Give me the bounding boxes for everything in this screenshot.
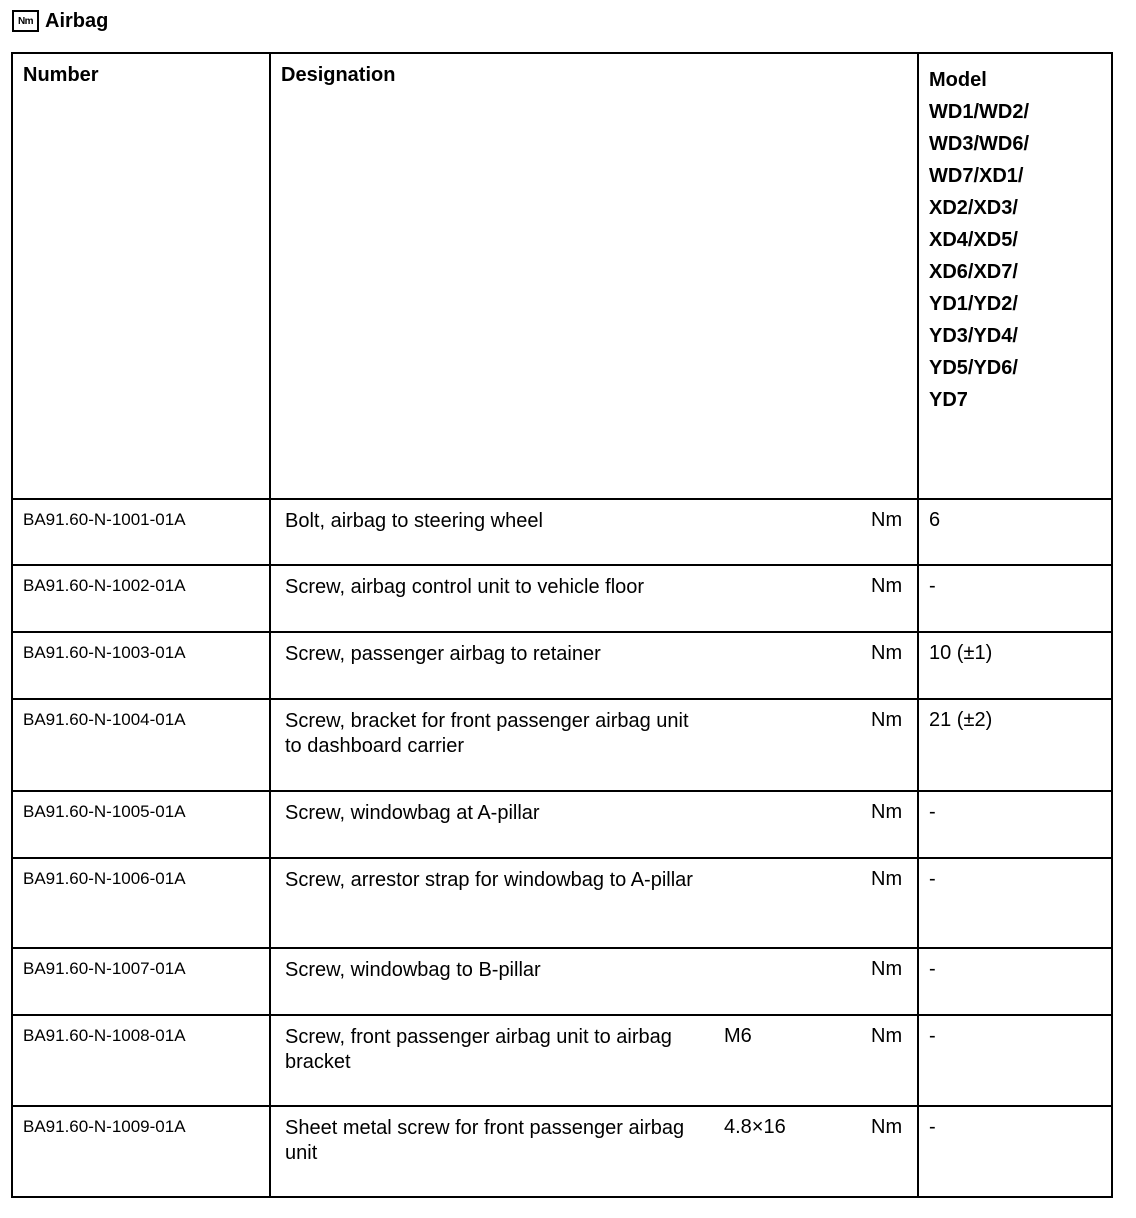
torque-nm-icon (12, 10, 39, 32)
header-model-cell (918, 53, 1112, 499)
torque-unit: Nm (871, 509, 903, 531)
torque-table (11, 52, 1113, 1198)
part-number: BA91.60-N-1009-01A (23, 1117, 186, 1136)
torque-unit: Nm (871, 642, 903, 664)
part-number: BA91.60-N-1008-01A (23, 1026, 186, 1045)
torque-value: - (929, 958, 936, 980)
thread-size: M6 (724, 1025, 752, 1047)
designation-cell (270, 1106, 918, 1197)
part-number: BA91.60-N-1004-01A (23, 710, 186, 729)
part-number: BA91.60-N-1007-01A (23, 959, 186, 978)
torque-unit: Nm (871, 1116, 903, 1138)
table-row (12, 858, 1112, 948)
part-number: BA91.60-N-1003-01A (23, 643, 186, 662)
part-number: BA91.60-N-1001-01A (23, 510, 186, 529)
torque-unit: Nm (871, 801, 903, 823)
table-row (12, 632, 1112, 699)
header-designation-cell (270, 53, 918, 499)
model-value-cell (918, 948, 1112, 1015)
designation-cell (270, 791, 918, 858)
torque-unit: Nm (871, 1025, 903, 1047)
torque-value: 6 (929, 509, 941, 531)
model-value-cell (918, 499, 1112, 565)
model-value-cell (918, 1106, 1112, 1197)
torque-value: 10 (±1) (929, 642, 993, 664)
designation-text: Screw, windowbag to B-pillar (285, 959, 541, 981)
designation-text: Screw, front passenger airbag unit to airbag bracket (285, 1026, 672, 1073)
designation-text: Bolt, airbag to steering wheel (285, 510, 543, 532)
header-designation: Designation (281, 64, 396, 86)
table-row (12, 1106, 1112, 1197)
torque-value: 21 (±2) (929, 709, 993, 731)
number-cell (12, 1015, 270, 1106)
designation-text: Screw, passenger airbag to retainer (285, 643, 601, 665)
designation-text: Screw, airbag control unit to vehicle floor (285, 576, 645, 598)
thread-size: 4.8×16 (724, 1116, 786, 1138)
model-line: XD6/XD7/ (929, 261, 1018, 283)
model-value-cell (918, 858, 1112, 948)
torque-value: - (929, 1025, 936, 1047)
torque-value: - (929, 801, 936, 823)
model-value-cell (918, 565, 1112, 632)
model-line: YD7 (929, 389, 968, 411)
designation-cell (270, 565, 918, 632)
table-header-row (12, 53, 1112, 499)
part-number: BA91.60-N-1006-01A (23, 869, 186, 888)
torque-value: - (929, 575, 936, 597)
model-line: XD2/XD3/ (929, 197, 1018, 219)
designation-cell (270, 1015, 918, 1106)
model-line: WD3/WD6/ (929, 133, 1029, 155)
model-line: XD4/XD5/ (929, 229, 1018, 251)
designation-cell (270, 499, 918, 565)
designation-cell (270, 699, 918, 791)
designation-cell (270, 632, 918, 699)
number-cell (12, 1106, 270, 1197)
header-number-cell (12, 53, 270, 499)
model-line: YD5/YD6/ (929, 357, 1018, 379)
number-cell (12, 632, 270, 699)
table-row (12, 1015, 1112, 1106)
torque-unit: Nm (871, 958, 903, 980)
torque-unit: Nm (871, 575, 903, 597)
table-row (12, 948, 1112, 1015)
model-line: WD7/XD1/ (929, 165, 1024, 187)
model-value-cell (918, 791, 1112, 858)
part-number: BA91.60-N-1005-01A (23, 802, 186, 821)
designation-cell (270, 948, 918, 1015)
model-value-cell (918, 1015, 1112, 1106)
number-cell (12, 948, 270, 1015)
header-number: Number (23, 64, 99, 86)
number-cell (12, 699, 270, 791)
torque-unit: Nm (871, 709, 903, 731)
table-row (12, 499, 1112, 565)
part-number: BA91.60-N-1002-01A (23, 576, 186, 595)
header-model-title: Model (929, 69, 987, 91)
model-line: WD1/WD2/ (929, 101, 1029, 123)
number-cell (12, 791, 270, 858)
table-row (12, 791, 1112, 858)
designation-text: Screw, windowbag at A-pillar (285, 802, 540, 824)
designation-cell (270, 858, 918, 948)
table-row (12, 565, 1112, 632)
section-title (12, 6, 108, 36)
model-line: YD3/YD4/ (929, 325, 1018, 347)
designation-text: Sheet metal screw for front passenger airbag unit (285, 1117, 685, 1164)
number-cell (12, 565, 270, 632)
model-value-cell (918, 699, 1112, 791)
torque-unit: Nm (871, 868, 903, 890)
header-model (919, 54, 1111, 416)
torque-value: - (929, 868, 936, 890)
number-cell (12, 858, 270, 948)
model-value-cell (918, 632, 1112, 699)
torque-value: - (929, 1116, 936, 1138)
table-row (12, 699, 1112, 791)
section-title-text: Airbag (45, 9, 109, 32)
torque-icon-label: Nm (17, 15, 34, 27)
designation-text: Screw, arrestor strap for windowbag to A-pillar (285, 869, 693, 891)
number-cell (12, 499, 270, 565)
designation-text: Screw, bracket for front passenger airbag unit to dashboard carrier (285, 710, 689, 757)
model-line: YD1/YD2/ (929, 293, 1018, 315)
